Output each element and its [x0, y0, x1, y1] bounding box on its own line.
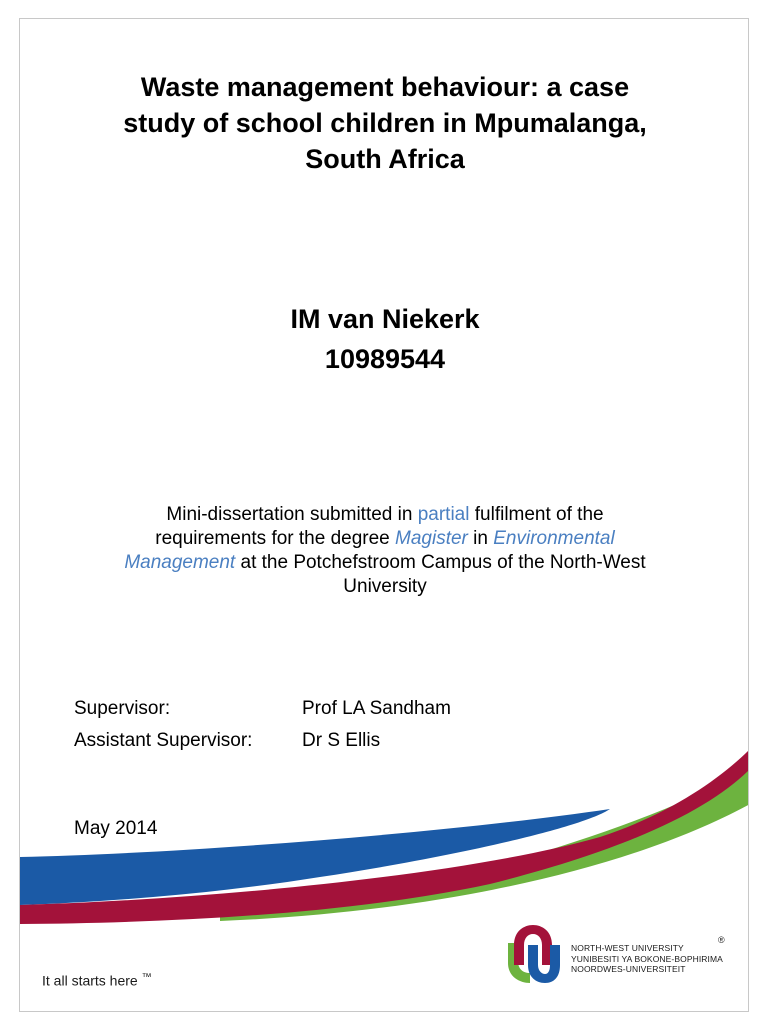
statement-text: requirements for the degree — [155, 528, 396, 549]
title-line-3: South Africa — [305, 144, 465, 174]
management-word: Management — [124, 552, 236, 573]
assistant-supervisor-name: Dr S Ellis — [302, 730, 381, 751]
supervisor-name: Prof LA Sandham — [302, 698, 451, 719]
author-name: IM van Niekerk — [290, 304, 480, 334]
title-page — [19, 18, 749, 1012]
tagline-text: It all starts here — [42, 972, 138, 989]
student-number: 10989544 — [324, 344, 446, 374]
title-line-2: study of school children in Mpumalanga, — [123, 108, 647, 138]
nwu-logo-icon — [500, 921, 566, 987]
environmental-word: Environmental — [493, 528, 615, 549]
title-line-1: Waste management behaviour: a case — [140, 72, 630, 102]
university-name-afrikaans: NOORDWES-UNIVERSITEIT — [571, 964, 686, 974]
tagline — [42, 972, 152, 989]
university-name-english: NORTH-WEST UNIVERSITY — [571, 943, 684, 953]
submission-date: May 2014 — [74, 818, 158, 839]
assistant-supervisor-label: Assistant Supervisor: — [74, 730, 253, 751]
submission-statement — [20, 503, 749, 599]
statement-line-3 — [20, 551, 749, 575]
author-block — [20, 299, 749, 379]
statement-text: fulfilment of the — [469, 504, 604, 525]
statement-line-2 — [20, 527, 749, 551]
partial-word: partial — [417, 504, 470, 525]
statement-line-4: University — [343, 576, 427, 597]
trademark-symbol: ™ — [141, 972, 152, 983]
statement-text: Mini-dissertation submitted in — [166, 504, 418, 525]
statement-text: at the Potchefstroom Campus of the North-West — [235, 552, 646, 573]
supervisor-label: Supervisor: — [74, 698, 171, 719]
university-name-setswana: YUNIBESITI YA BOKONE-BOPHIRIMA — [571, 953, 723, 964]
statement-line-1 — [20, 503, 749, 527]
dissertation-title — [20, 69, 749, 177]
statement-text: in — [467, 528, 494, 549]
brand-swoosh-graphic — [20, 709, 749, 939]
university-names — [571, 943, 723, 975]
magister-word: Magister — [395, 528, 468, 549]
registered-mark: ® — [718, 935, 725, 945]
